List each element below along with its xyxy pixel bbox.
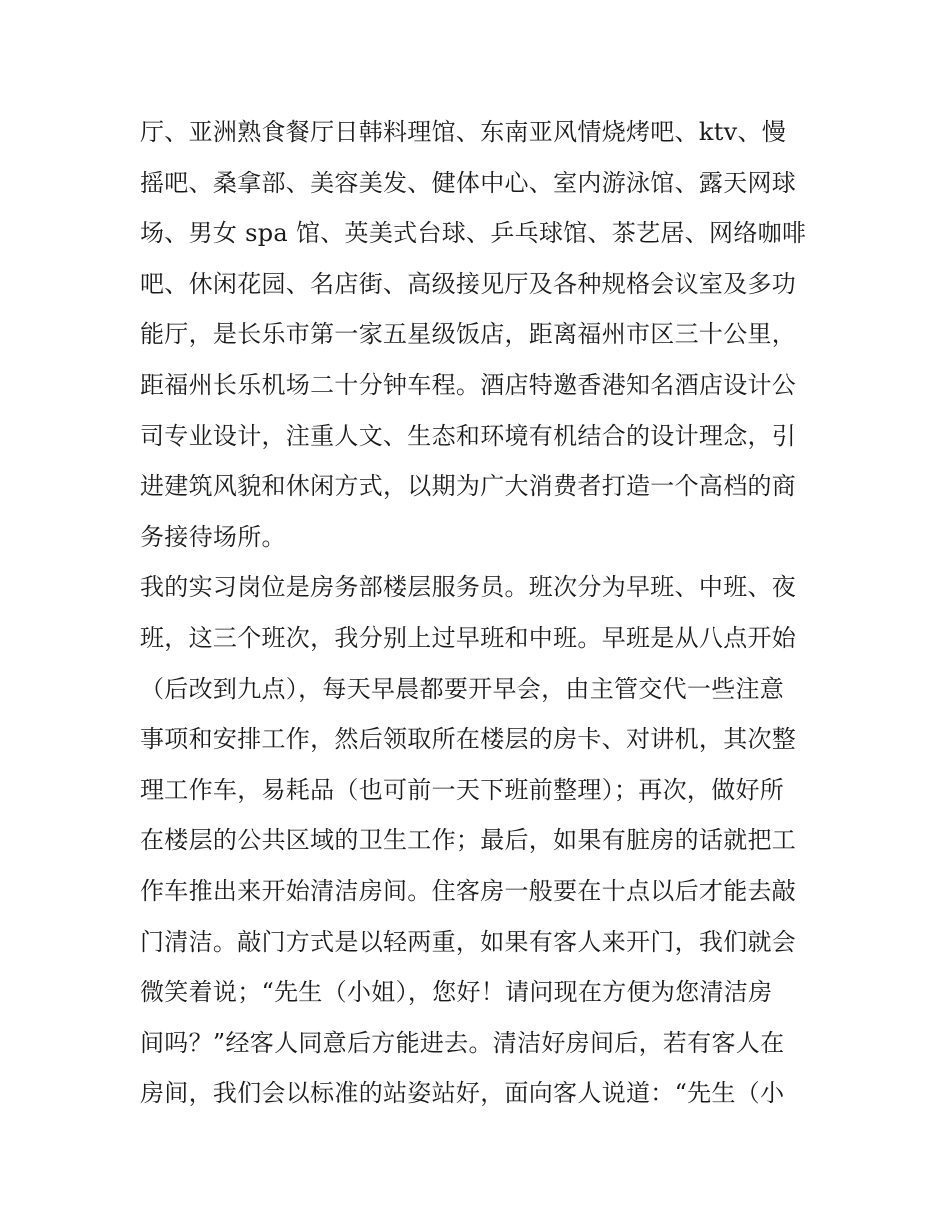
- text-line: 进建筑风貌和休闲方式，以期为广大消费者打造一个高档的商: [140, 472, 797, 501]
- body-text: [140, 107, 820, 1119]
- text-line: 司专业设计，注重人文、生态和环境有机结合的设计理念，引: [140, 421, 797, 450]
- text-line: 距福州长乐机场二十分钟车程。酒店特邀香港知名酒店设计公: [140, 370, 797, 399]
- text-line: 厅、亚洲熟食餐厅日韩料理馆、东南亚风情烧烤吧、ktv、慢: [140, 118, 787, 146]
- text-line: 间吗？”经客人同意后方能进去。清洁好房间后，若有客人在: [140, 1028, 785, 1057]
- text-line: 门清洁。敲门方式是以轻两重，如果有客人来开门，我们就会: [140, 927, 797, 956]
- text-line: 摇吧、桑拿部、美容美发、健体中心、室内游泳馆、露天网球: [140, 168, 797, 197]
- text-line: 作车推出来开始清洁房间。住客房一般要在十点以后才能去敲: [140, 876, 797, 905]
- text-line: 我的实习岗位是房务部楼层服务员。班次分为早班、中班、夜: [140, 573, 797, 602]
- text-line: 场、男女 spa 馆、英美式台球、乒乓球馆、茶艺居、网络咖啡: [140, 219, 807, 248]
- text-line: 房间，我们会以标准的站姿站好，面向客人说道：“先生（小: [140, 1079, 785, 1108]
- text-line: 能厅，是长乐市第一家五星级饭店，距离福州市区三十公里，: [140, 320, 797, 349]
- text-line: 班，这三个班次，我分别上过早班和中班。早班是从八点开始: [140, 623, 797, 652]
- text-line: 事项和安排工作，然后领取所在楼层的房卡、对讲机，其次整: [140, 725, 797, 754]
- text-line: 务接待场所。: [140, 522, 286, 551]
- text-line: 在楼层的公共区域的卫生工作；最后，如果有脏房的话就把工: [140, 826, 797, 855]
- text-line: 理工作车，易耗品（也可前一天下班前整理）；再次，做好所: [140, 775, 785, 804]
- text-line: 吧、休闲花园、名店街、高级接见厅及各种规格会议室及多功: [140, 269, 797, 298]
- text-line: （后改到九点），每天早晨都要开早会，由主管交代一些注意: [140, 674, 785, 703]
- text-line: 微笑着说；“先生（小姐），您好！请问现在方便为您清洁房: [140, 978, 773, 1007]
